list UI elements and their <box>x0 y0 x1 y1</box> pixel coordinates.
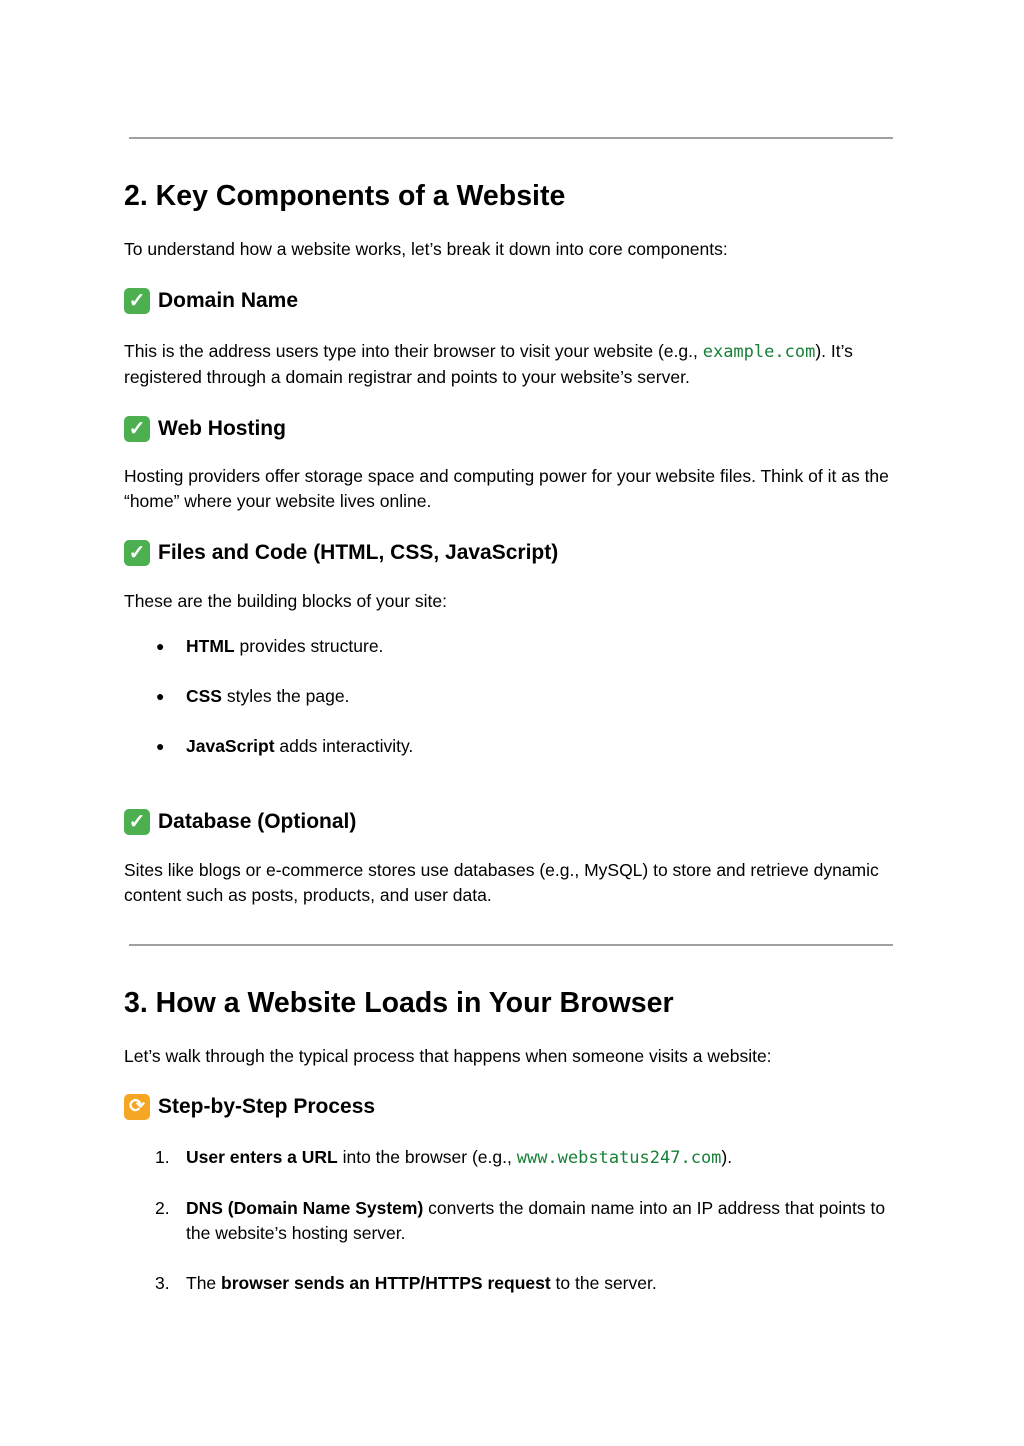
list-item-bold: browser sends an HTTP/HTTPS request <box>221 1273 551 1293</box>
list-item-text: into the browser (e.g., <box>337 1147 517 1167</box>
subheading-web-hosting <box>124 415 286 443</box>
list-item-bold: HTML <box>186 636 235 656</box>
subheading-label: Step-by-Step Process <box>158 1095 376 1118</box>
paragraph-domain-name <box>124 339 896 390</box>
subheading-database <box>124 808 356 836</box>
list-item-text: The <box>186 1273 222 1293</box>
list-item-bold: CSS <box>186 686 222 706</box>
subheading-label: Database (Optional) <box>158 810 357 833</box>
check-mark-icon: ✓ <box>124 540 150 566</box>
subheading-label: Web Hosting <box>158 417 286 440</box>
paragraph-text: This is the address users type into their browser to visit your website (e.g., <box>124 341 703 361</box>
paragraph-database: Sites like blogs or e-commerce stores use databases (e.g., MySQL) to store and retrieve dynamic content such as posts, products, and user data. <box>124 860 879 905</box>
list-item-bold: JavaScript <box>186 736 275 756</box>
paragraph-text: ). It’s registered through a domain registrar and points to your website’s server. <box>124 341 853 387</box>
list-item-text: ). <box>721 1147 733 1167</box>
subheading-domain-name <box>124 287 298 315</box>
section-heading: 3. How a Website Loads in Your Browser <box>124 987 674 1019</box>
bullet-icon: ● <box>156 688 165 704</box>
horizontal-divider <box>129 137 893 139</box>
subheading-files-and-code <box>124 539 558 567</box>
code-example-url: www.webstatus247.com <box>516 1148 722 1168</box>
list-number: 3. <box>155 1273 170 1293</box>
check-mark-icon: ✓ <box>124 288 150 314</box>
check-mark-icon: ✓ <box>124 809 150 835</box>
list-item-text: styles the page. <box>221 686 350 706</box>
list-item-text: provides structure. <box>234 636 384 656</box>
list-item-text: converts the domain name into an IP address that points to the website’s hosting server. <box>186 1198 886 1243</box>
list-item-text: to the server. <box>550 1273 657 1293</box>
repeat-icon: ⟳ <box>124 1094 150 1120</box>
code-example-domain: example.com <box>702 342 816 362</box>
section-intro: Let’s walk through the typical process that happens when someone visits a website: <box>124 1046 772 1066</box>
list-item-bold: User enters a URL <box>186 1147 338 1167</box>
paragraph-files-intro: These are the building blocks of your site: <box>124 591 447 611</box>
paragraph-web-hosting: Hosting providers offer storage space and computing power for your website files. Think of it as the “home” where your website lives online. <box>124 466 889 511</box>
subheading-label: Domain Name <box>158 289 299 312</box>
section-heading: 2. Key Components of a Website <box>124 180 566 212</box>
list-item-bold: DNS (Domain Name System) <box>186 1198 424 1218</box>
bullet-icon: ● <box>156 638 165 654</box>
subheading-step-by-step <box>124 1093 375 1121</box>
list-number: 1. <box>155 1147 170 1167</box>
section-intro: To understand how a website works, let’s break it down into core components: <box>124 239 728 259</box>
subheading-label: Files and Code (HTML, CSS, JavaScript) <box>158 541 559 564</box>
bullet-icon: ● <box>156 738 165 754</box>
check-mark-icon: ✓ <box>124 416 150 442</box>
horizontal-divider <box>129 944 893 946</box>
list-item-text: adds interactivity. <box>274 736 414 756</box>
list-number: 2. <box>155 1198 170 1218</box>
